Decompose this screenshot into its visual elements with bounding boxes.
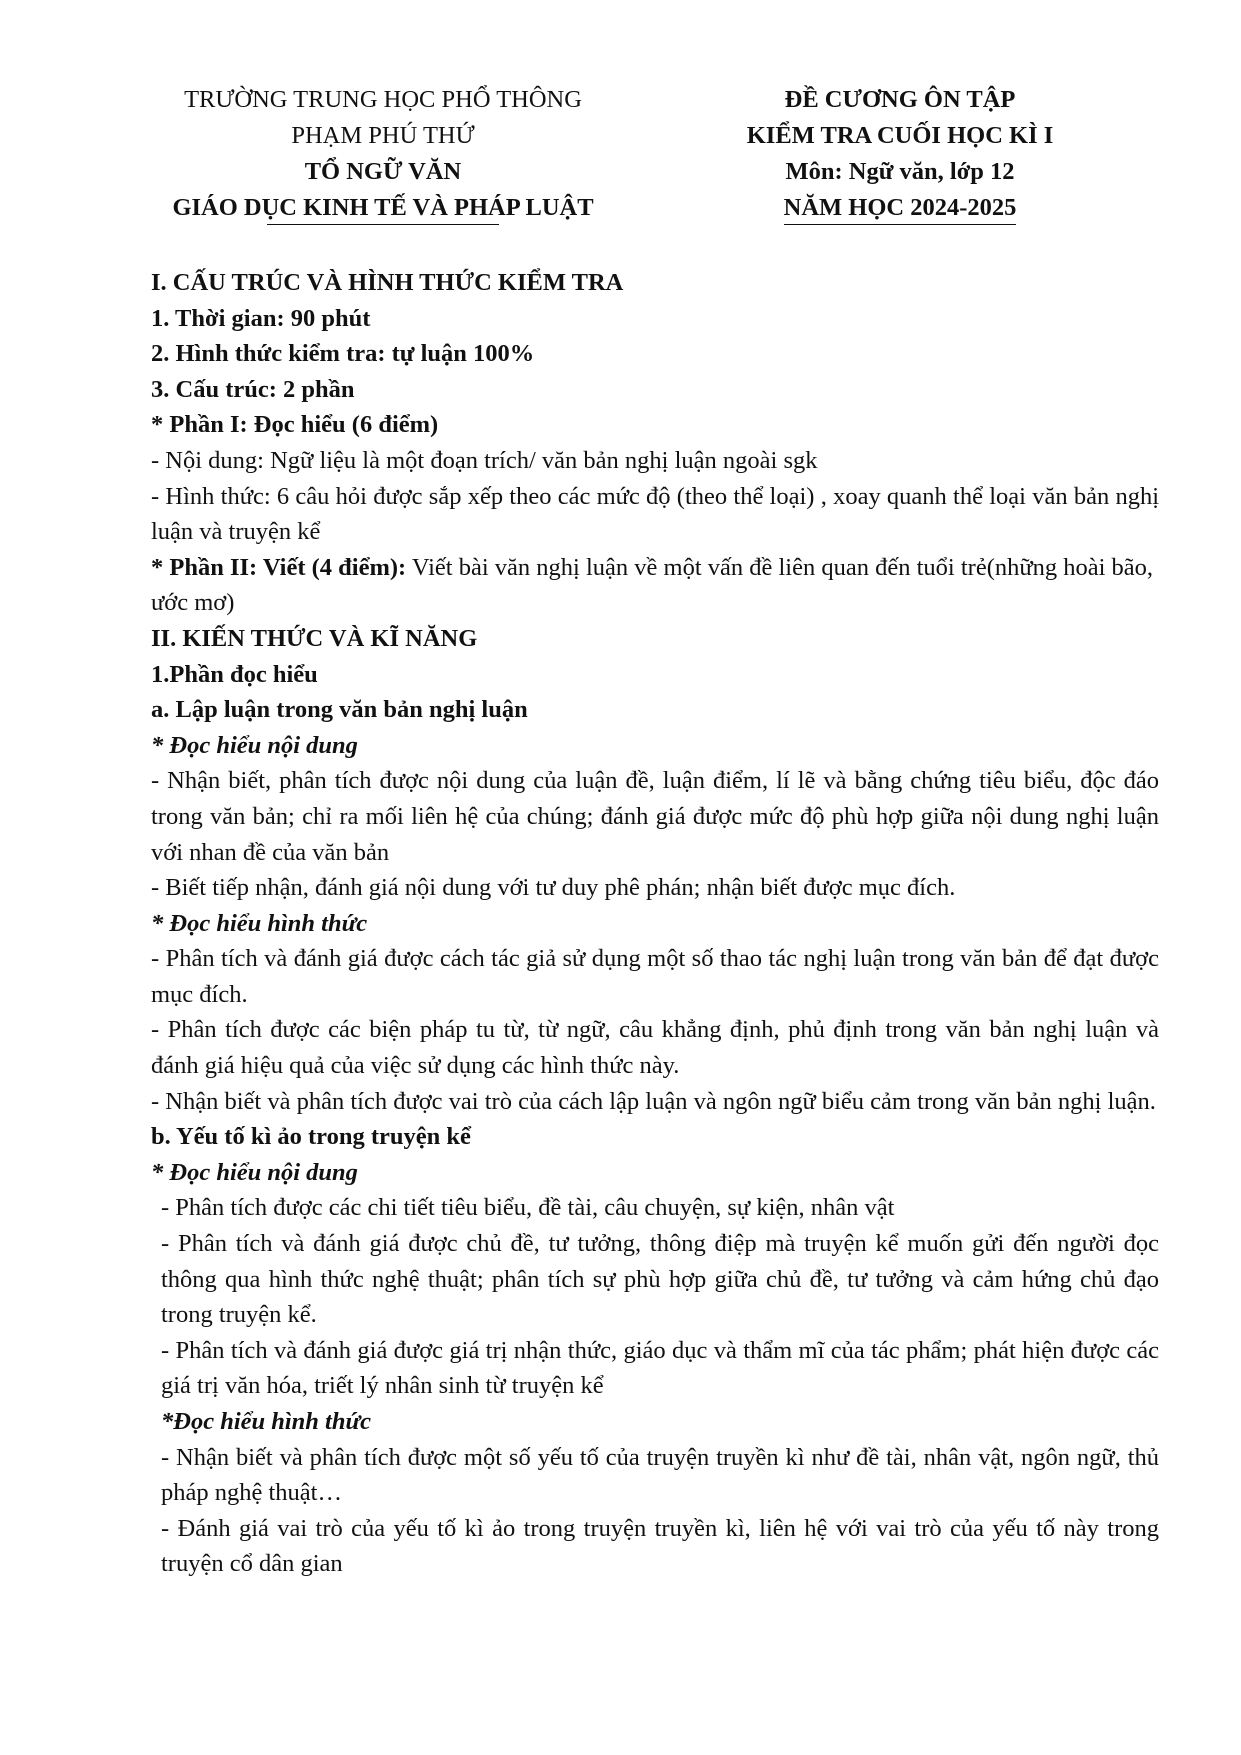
department-subject: GIÁO DỤC KINH TẾ VÀ PHÁP LUẬT: [172, 194, 594, 221]
reading-subheading: 1.Phần đọc hiểu: [151, 660, 318, 688]
topic-b-content-heading: * Đọc hiểu nội dung: [151, 1158, 358, 1186]
topic-a-title: a. Lập luận trong văn bản nghị luận: [151, 696, 528, 724]
part1-form: - Hình thức: 6 câu hỏi được sắp xếp theo các mức độ (theo thể loại) , xoay quanh thể loại văn bản nghị luận và truyện kể: [151, 482, 1159, 546]
topic-a-content-item: - Nhận biết, phân tích được nội dung của luận đề, luận điểm, lí lẽ và bằng chứng tiêu biểu, độc đáo trong văn bản; chỉ ra mối liên hệ của chúng; đánh giá được mức độ phù hợp giữa nội dung nghị luận với nhan đề của văn bản: [151, 767, 1159, 866]
topic-a-form-heading: * Đọc hiểu hình thức: [151, 909, 368, 937]
school-name-line2: PHẠM PHÚ THỨ: [291, 122, 475, 149]
department-name: TỔ NGỮ VĂN: [304, 158, 462, 185]
part2-text: Viết bài văn nghị luận về một vấn đề liên quan đến tuổi trẻ(những hoài bão, ước mơ): [151, 553, 1154, 617]
document-body: [151, 265, 1159, 1582]
section2-title: II. KIẾN THỨC VÀ KĨ NĂNG: [151, 624, 478, 652]
exam-time: 1. Thời gian: 90 phút: [151, 304, 371, 332]
exam-form: 2. Hình thức kiểm tra: tự luận 100%: [151, 340, 535, 368]
section1-title: I. CẤU TRÚC VÀ HÌNH THỨC KIỂM TRA: [151, 269, 624, 296]
school-header: [128, 82, 638, 225]
topic-a-form-item: - Phân tích và đánh giá được cách tác giả sử dụng một số thao tác nghị luận trong văn bản để đạt được mục đích.: [151, 945, 1159, 1008]
document-header: [740, 82, 1060, 226]
document-title: ĐỀ CƯƠNG ÔN TẬP: [784, 86, 1016, 113]
exam-structure: 3. Cấu trúc: 2 phần: [151, 375, 355, 403]
topic-b-title: b. Yếu tố kì ảo trong truyện kể: [151, 1123, 471, 1151]
school-name-line1: TRƯỜNG TRUNG HỌC PHỔ THÔNG: [184, 86, 582, 113]
topic-a-content-heading: * Đọc hiểu nội dung: [151, 731, 358, 759]
exam-name: KIỂM TRA CUỐI HỌC KÌ I: [746, 122, 1054, 149]
topic-a-content-item: - Biết tiếp nhận, đánh giá nội dung với tư duy phê phán; nhận biết được mục đích.: [151, 874, 956, 902]
part1-title: * Phần I: Đọc hiểu (6 điểm): [151, 411, 439, 439]
topic-b-form-heading: *Đọc hiểu hình thức: [161, 1408, 372, 1435]
topic-a-form-item: - Nhận biết và phân tích được vai trò của cách lập luận và ngôn ngữ biểu cảm trong văn bản nghị luận.: [151, 1087, 1156, 1115]
topic-b-form-item: - Đánh giá vai trò của yếu tố kì ảo trong truyện truyền kì, liên hệ với vai trò của yếu tố này trong truyện cổ dân gian: [161, 1514, 1159, 1578]
topic-b-content-item: - Phân tích được các chi tiết tiêu biểu, đề tài, câu chuyện, sự kiện, nhân vật: [161, 1194, 895, 1222]
part2-paragraph: [151, 550, 1159, 621]
topic-b-content-item: - Phân tích và đánh giá được chủ đề, tư tưởng, thông điệp mà truyện kể muốn gửi đến người đọc thông qua hình thức nghệ thuật; phân tích sự phù hợp giữa chủ đề, tư tưởng và cảm hứng chủ đạo trong truyện kể.: [161, 1230, 1159, 1329]
topic-b-content-item: - Phân tích và đánh giá được giá trị nhận thức, giáo dục và thẩm mĩ của tác phẩm; phát hiện được các giá trị văn hóa, triết lý nhân sinh từ truyện kể: [161, 1336, 1159, 1400]
part2-label: * Phần II: Viết (4 điểm):: [151, 553, 407, 581]
topic-a-form-item: - Phân tích được các biện pháp tu từ, từ ngữ, câu khẳng định, phủ định trong văn bản nghị luận và đánh giá hiệu quả của việc sử dụng các hình thức này.: [151, 1016, 1159, 1080]
school-year: NĂM HỌC 2024-2025: [784, 192, 1017, 225]
topic-b-form-item: - Nhận biết và phân tích được một số yếu tố của truyện truyền kì như đề tài, nhân vật, ngôn ngữ, thủ pháp nghệ thuật…: [161, 1443, 1159, 1507]
subject-grade: Môn: Ngữ văn, lớp 12: [785, 158, 1015, 185]
part1-content: - Nội dung: Ngữ liệu là một đoạn trích/ văn bản nghị luận ngoài sgk: [151, 446, 818, 474]
